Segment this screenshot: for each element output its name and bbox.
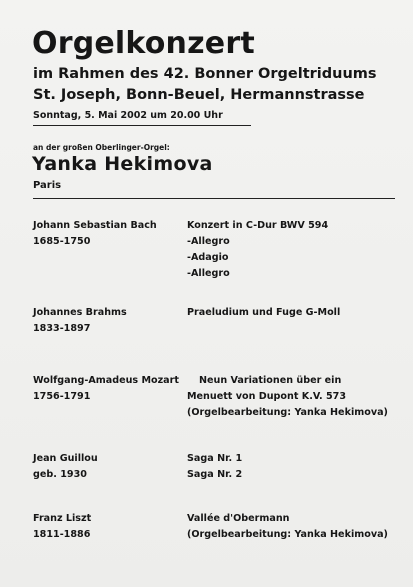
work-line: (Orgelbearbeitung: Yanka Hekimova) bbox=[187, 529, 388, 540]
composer-block bbox=[33, 451, 98, 483]
composer-name: Franz Liszt bbox=[33, 513, 92, 524]
work-line: (Orgelbearbeitung: Yanka Hekimova) bbox=[187, 407, 388, 418]
composer-name: Jean Guillou bbox=[33, 453, 98, 464]
work-line: -Allegro bbox=[187, 236, 230, 247]
work-line: Neun Variationen über ein bbox=[199, 375, 342, 386]
performer-city: Paris bbox=[33, 180, 62, 191]
concert-title: Orgelkonzert bbox=[32, 26, 255, 61]
composer-years: 1833-1897 bbox=[33, 323, 91, 334]
work-line: Vallée d'Obermann bbox=[187, 513, 290, 524]
work-block bbox=[187, 218, 328, 282]
date-line: Sonntag, 5. Mai 2002 um 20.00 Uhr bbox=[33, 110, 223, 121]
work-line: Konzert in C-Dur BWV 594 bbox=[187, 220, 329, 231]
composer-block bbox=[33, 511, 91, 543]
work-line: Praeludium und Fuge G-Moll bbox=[187, 307, 341, 318]
work-block bbox=[187, 511, 388, 543]
composer-years: geb. 1930 bbox=[33, 469, 87, 480]
composer-block bbox=[33, 305, 127, 337]
work-line: -Adagio bbox=[187, 252, 229, 263]
work-block bbox=[199, 373, 341, 389]
composer-name: Johannes Brahms bbox=[33, 307, 127, 318]
event-series-line: im Rahmen des 42. Bonner Orgeltriduums bbox=[33, 66, 377, 82]
work-line: Saga Nr. 1 bbox=[187, 453, 243, 464]
work-line: Menuett von Dupont K.V. 573 bbox=[187, 391, 347, 402]
work-line: Saga Nr. 2 bbox=[187, 469, 243, 480]
composer-block bbox=[33, 218, 157, 250]
work-block bbox=[187, 305, 340, 321]
performer-divider bbox=[33, 198, 395, 199]
composer-block bbox=[33, 373, 179, 405]
composer-years: 1685-1750 bbox=[33, 236, 91, 247]
performer-name: Yanka Hekimova bbox=[32, 153, 213, 175]
composer-name: Wolfgang-Amadeus Mozart bbox=[33, 375, 179, 386]
venue-line: St. Joseph, Bonn-Beuel, Hermannstrasse bbox=[33, 87, 365, 103]
work-line: -Allegro bbox=[187, 268, 230, 279]
header-divider bbox=[33, 125, 251, 126]
composer-years: 1811-1886 bbox=[33, 529, 91, 540]
work-block bbox=[187, 451, 242, 483]
organ-intro: an der großen Oberlinger-Orgel: bbox=[33, 143, 170, 152]
composer-years: 1756-1791 bbox=[33, 391, 91, 402]
work-block-continued bbox=[187, 389, 388, 421]
composer-name: Johann Sebastian Bach bbox=[33, 220, 157, 231]
